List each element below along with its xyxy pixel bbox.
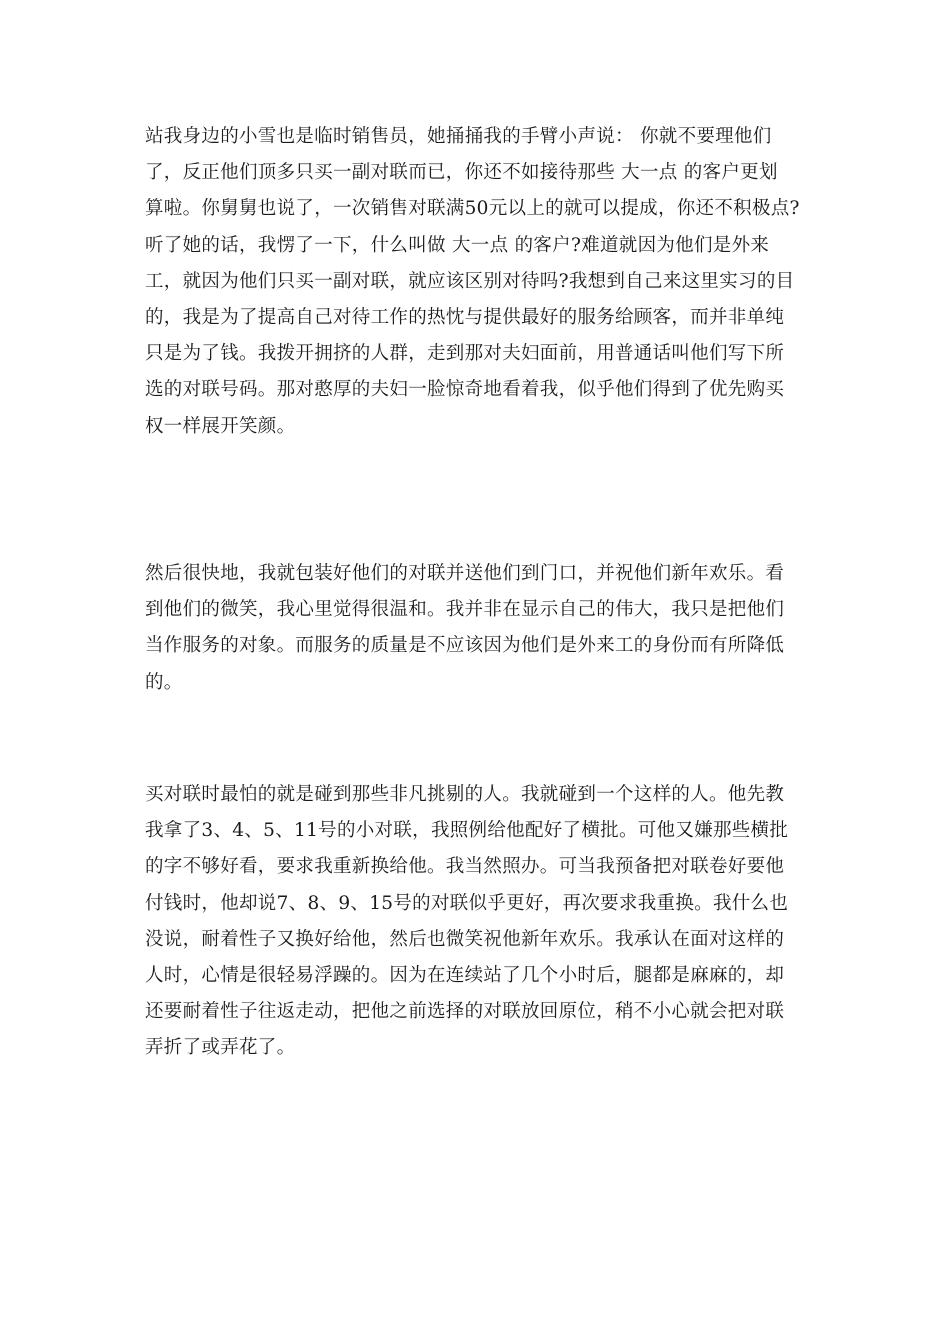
text-line: 到他们的微笑，我心里觉得很温和。我并非在显示自己的伟大，我只是把他们: [145, 599, 785, 621]
text-line: 付钱时，他却说7、8、9、15号的对联似乎更好，再次要求我重换。我什么也: [145, 892, 789, 914]
text-line: 没说，耐着性子又换好给他，然后也微笑祝他新年欢乐。我承认在面对这样的: [145, 928, 785, 950]
paragraph-1: [145, 119, 825, 445]
paragraph-2: [145, 556, 825, 701]
text-line: 的，我是为了提高自己对待工作的热忱与提供最好的服务给顾客，而并非单纯: [145, 307, 785, 329]
text-line: 当作服务的对象。而服务的质量是不应该因为他们是外来工的身份而有所降低: [145, 635, 785, 657]
text-line: 了，反正他们顶多只买一副对联而已，你还不如接待那些 大一点 的客户更划: [145, 162, 778, 184]
text-line: 站我身边的小雪也是临时销售员，她捅捅我的手臂小声说： 你就不要理他们: [145, 126, 772, 147]
text-line: 听了她的话，我愣了一下，什么叫做 大一点 的客户?难道就因为他们是外来: [145, 234, 770, 256]
text-line: 我拿了3、4、5、11号的小对联，我照例给他配好了横批。可他又嫌那些横批: [145, 820, 789, 842]
text-line: 还要耐着性子往返走动，把他之前选择的对联放回原位，稍不小心就会把对联: [145, 1001, 785, 1023]
paragraph-3: [145, 777, 825, 1067]
text-line: 买对联时最怕的就是碰到那些非凡挑剔的人。我就碰到一个这样的人。他先教: [145, 784, 785, 805]
text-line: 弄折了或弄花了。: [145, 1037, 296, 1059]
text-line: 人时，心情是很轻易浮躁的。因为在连续站了几个小时后，腿都是麻麻的，却: [145, 965, 785, 987]
text-line: 的。: [145, 671, 183, 693]
text-line: 工，就因为他们只买一副对联，就应该区别对待吗?我想到自己来这里实习的目: [145, 270, 795, 292]
text-line: 然后很快地，我就包装好他们的对联并送他们到门口，并祝他们新年欢乐。看: [145, 563, 785, 584]
text-line: 选的对联号码。那对憨厚的夫妇一脸惊奇地看着我，似乎他们得到了优先购买: [145, 379, 785, 401]
text-line: 权一样展开笑颜。: [145, 415, 296, 437]
text-line: 的字不够好看，要求我重新换给他。我当然照办。可当我预备把对联卷好要他: [145, 856, 785, 878]
text-line: 算啦。你舅舅也说了，一次销售对联满50元以上的就可以提成，你还不积极点?: [145, 198, 800, 220]
text-line: 只是为了钱。我拨开拥挤的人群，走到那对夫妇面前，用普通话叫他们写下所: [145, 343, 785, 365]
